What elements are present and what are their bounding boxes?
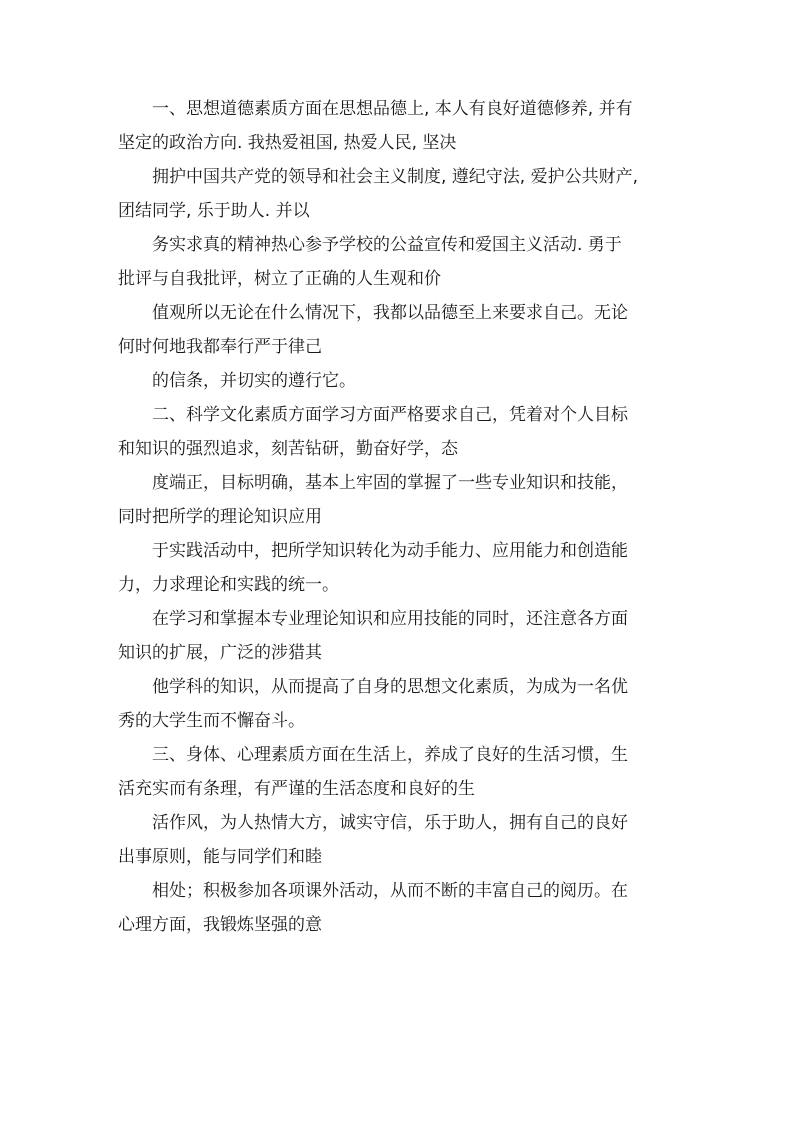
paragraph-line: 何时何地我都奉行严于律己 — [118, 337, 322, 357]
paragraph-line: 坚定的政治方向. 我热爱祖国, 热爱人民, 坚决 — [118, 133, 457, 153]
paragraph — [118, 398, 684, 466]
paragraph-line: 批评与自我批评，树立了正确的人生观和价 — [118, 269, 441, 289]
paragraph-first-line: 务实求真的精神热心参予学校的公益宣传和爱国主义活动. 勇于 — [152, 235, 622, 255]
paragraph — [118, 874, 684, 942]
paragraph-first-line: 一、思想道德素质方面在思想品德上, 本人有良好道德修养, 并有 — [152, 99, 633, 119]
paragraph-line: 知识的扩展，广泛的涉猎其 — [118, 643, 322, 663]
paragraph-first-line: 度端正，目标明确，基本上牢固的掌握了一些专业知识和技能， — [152, 473, 628, 493]
paragraph-first-line: 他学科的知识，从而提高了自身的思想文化素质，为成为一名优 — [152, 677, 628, 697]
paragraph-line: 出事原则，能与同学们和睦 — [118, 847, 322, 867]
paragraph-line: 团结同学, 乐于助人. 并以 — [118, 201, 310, 221]
paragraph — [118, 92, 684, 160]
paragraph-first-line: 值观所以无论在什么情况下，我都以品德至上来要求自己。无论 — [152, 303, 628, 323]
paragraph-line: 和知识的强烈追求，刻苦钻研，勤奋好学，态 — [118, 439, 458, 459]
paragraph — [118, 534, 684, 602]
paragraph — [118, 670, 684, 738]
paragraph-first-line: 相处；积极参加各项课外活动，从而不断的丰富自己的阅历。在 — [152, 881, 628, 901]
paragraph — [118, 160, 684, 228]
paragraph — [118, 228, 684, 296]
paragraph-first-line: 二、科学文化素质方面学习方面严格要求自己，凭着对个人目标 — [152, 405, 628, 425]
paragraph — [118, 738, 684, 806]
document-body — [118, 92, 684, 942]
paragraph — [118, 466, 684, 534]
paragraph — [118, 364, 684, 398]
paragraph-first-line: 的信条，并切实的遵行它。 — [152, 371, 356, 391]
paragraph-line: 心理方面，我锻炼坚强的意 — [118, 915, 322, 935]
paragraph — [118, 296, 684, 364]
paragraph-line: 力，力求理论和实践的统一。 — [118, 575, 339, 595]
paragraph-line: 同时把所学的理论知识应用 — [118, 507, 322, 527]
paragraph-line: 秀的大学生而不懈奋斗。 — [118, 711, 305, 731]
paragraph — [118, 602, 684, 670]
paragraph-first-line: 在学习和掌握本专业理论知识和应用技能的同时，还注意各方面 — [152, 609, 628, 629]
paragraph-first-line: 拥护中国共产党的领导和社会主义制度, 遵纪守法, 爱护公共财产, — [152, 167, 639, 187]
paragraph-first-line: 三、身体、心理素质方面在生活上，养成了良好的生活习惯，生 — [152, 745, 628, 765]
paragraph-first-line: 活作风，为人热情大方，诚实守信，乐于助人，拥有自己的良好 — [152, 813, 628, 833]
paragraph — [118, 806, 684, 874]
paragraph-line: 活充实而有条理，有严谨的生活态度和良好的生 — [118, 779, 475, 799]
paragraph-first-line: 于实践活动中，把所学知识转化为动手能力、应用能力和创造能 — [152, 541, 628, 561]
